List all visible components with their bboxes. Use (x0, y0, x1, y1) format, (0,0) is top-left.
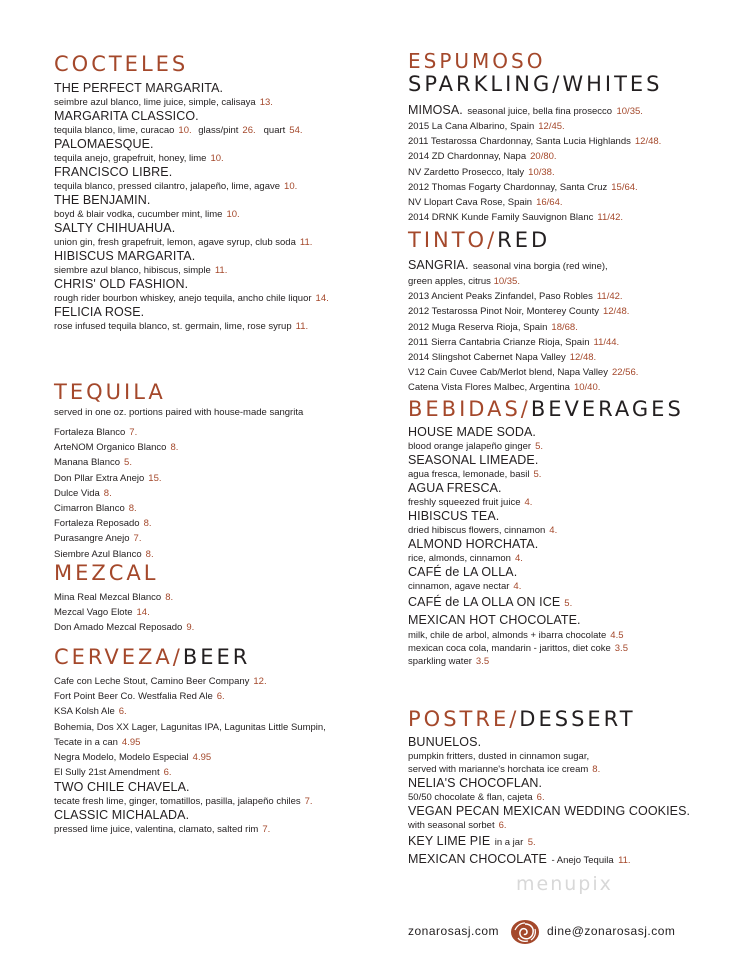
item-desc: rose infused tequila blanco, st. germain, lime, rose syrup (54, 321, 292, 332)
item-price: 12/48. (634, 136, 662, 148)
item-desc: tequila anejo, grapefruit, honey, lime (54, 153, 207, 164)
item-desc-line (54, 292, 384, 305)
item-price: 5. (533, 469, 542, 480)
item-name: Don Amado Mezcal Reposado (54, 622, 183, 634)
item-name: FRANCISCO LIBRE. (54, 165, 173, 179)
item-desc: tecate fresh lime, ginger, tomatillos, pasilla, jalapeño chiles (54, 796, 301, 808)
sparkling-whites-heading: SPARKLING/WHITES (408, 72, 663, 96)
bebidas-heading: BEBIDAS/BEVERAGES (408, 397, 684, 421)
hot-chocolate-option (408, 655, 708, 668)
item-price: 12/45. (538, 121, 565, 132)
item-desc: tequila blanco, lime, curacao (54, 125, 175, 136)
hot-chocolate-item (408, 611, 708, 629)
item-desc: 50/50 chocolate & flan, cajeta (408, 792, 533, 803)
item-name: THE PERFECT MARGARITA. (54, 81, 224, 95)
menu-item (408, 776, 708, 804)
item-price: 13. (259, 97, 273, 108)
hot-chocolate-option (408, 629, 708, 642)
item-desc-line (408, 819, 708, 832)
item-price: 10. (226, 209, 240, 220)
cafe-olla-ice-item (408, 593, 708, 611)
postre-heading: POSTRE/DESSERT (408, 707, 636, 731)
item-name: Dulce Vida (54, 487, 100, 499)
item-desc-line (54, 152, 384, 165)
item-name: CAFÉ de LA OLLA ON ICE (408, 595, 561, 609)
sangria-item (408, 256, 708, 274)
menu-item (54, 81, 384, 109)
item-desc: pumpkin fritters, dusted in cinnamon sugar, (408, 751, 590, 762)
list-item (408, 350, 708, 365)
item-price: 11. (214, 265, 228, 276)
item-desc: union gin, fresh grapefruit, lemon, agave syrup, club soda (54, 237, 296, 248)
item-name: 2014 DRNK Kunde Family Sauvignon Blanc (408, 212, 594, 224)
item-extra: glass/pint (198, 125, 239, 136)
item-name: 2012 Thomas Fogarty Chardonnay, Santa Cruz (408, 181, 608, 193)
cocteles-heading: COCTELES (54, 52, 189, 76)
item-name: El Sully 21st Amendment (54, 767, 160, 779)
menu-item (408, 481, 708, 509)
item-price: 8. (128, 503, 137, 515)
item-price: 8. (143, 518, 152, 530)
item-desc: siembre azul blanco, hibiscus, simple (54, 265, 211, 276)
item-name: THE BENJAMIN. (54, 193, 151, 207)
item-name: Don Pllar Extra Anejo (54, 472, 145, 484)
list-item (408, 335, 708, 350)
item-desc-line (54, 823, 384, 836)
item-name: Bohemia, Dos XX Lager, Lagunitas IPA, Lagunitas Little Sumpin, (54, 721, 326, 733)
list-item (408, 195, 708, 210)
item-name: Catena Vista Flores Malbec, Argentina (408, 382, 570, 394)
item-desc: tequila blanco, pressed cilantro, jalapeño, lime, agave (54, 181, 281, 192)
item-name: VEGAN PECAN MEXICAN WEDDING COOKIES. (408, 804, 691, 818)
item-price: 10. (178, 125, 192, 136)
bunuelos-item (408, 735, 708, 776)
list-item (54, 704, 384, 719)
item-name: MEXICAN CHOCOLATE (408, 852, 547, 866)
item-price: 3.5 (614, 643, 628, 654)
menu-item (54, 221, 384, 249)
list-item (408, 149, 708, 164)
item-desc: seasonal vina borgia (red wine), (473, 261, 608, 272)
item-name: Purasangre Anejo (54, 533, 130, 545)
item-name: HOUSE MADE SODA. (408, 425, 537, 439)
item-price: 11/42. (597, 212, 624, 224)
item-desc: mexican coca cola, mandarin - jarittos, diet coke (408, 643, 611, 654)
item-name: NV Zardetto Prosecco, Italy (408, 166, 525, 178)
item-desc: green apples, citrus (408, 276, 491, 287)
list-item (54, 455, 384, 470)
list-item (54, 486, 384, 501)
item-name: NELIA'S CHOCOFLAN. (408, 776, 543, 790)
item-desc: boyd & blair vodka, cucumber mint, lime (54, 209, 223, 220)
item-name: 2012 Testarossa Pinot Noir, Monterey County (408, 306, 599, 318)
tinto-section (408, 228, 708, 396)
item-price: 14. (315, 293, 329, 304)
menu-item (54, 780, 384, 808)
menu-item (54, 137, 384, 165)
item-name: ALMOND HORCHATA. (408, 537, 539, 551)
item-name: Fortaleza Reposado (54, 518, 140, 530)
item-price: 3.5 (475, 656, 490, 667)
item-desc: with seasonal sorbet (408, 820, 495, 831)
item-price: 4. (513, 581, 522, 592)
menu-item (54, 193, 384, 221)
list-item (54, 750, 384, 765)
item-desc-line (54, 180, 384, 193)
item-name: 2014 ZD Chardonnay, Napa (408, 151, 527, 163)
list-item (54, 516, 384, 531)
item-desc-line (54, 795, 384, 808)
item-price: 7. (133, 533, 142, 545)
item-price: 10. (284, 181, 298, 192)
bebidas-section (408, 397, 708, 668)
item-name: BUNUELOS. (408, 735, 482, 749)
tinto-heading: TINTO/RED (408, 228, 551, 252)
item-price: 4. (549, 525, 558, 536)
item-desc-line (408, 552, 708, 565)
item-desc-line (54, 208, 384, 221)
menu-item (408, 565, 708, 593)
item-desc-line (54, 96, 384, 109)
mezcal-heading: MEZCAL (54, 561, 159, 585)
item-name: CHRIS' OLD FASHION. (54, 277, 189, 291)
item-name: Manana Blanco (54, 457, 121, 469)
item-desc: - Anejo Tequila (551, 855, 614, 866)
item-name: Cimarron Blanco (54, 503, 125, 515)
item-name: FELICIA ROSE. (54, 305, 145, 319)
item-price: 6. (163, 767, 172, 779)
item-price: 10/35. (616, 106, 643, 117)
item-desc-line (408, 791, 708, 804)
mezcal-section (54, 561, 384, 636)
item-name: 2013 Ancient Peaks Zinfandel, Paso Robles (408, 291, 593, 303)
item-price: 11. (299, 237, 313, 248)
item-desc-line (408, 468, 708, 481)
item-name: MEXICAN HOT CHOCOLATE. (408, 613, 581, 627)
item-name: AGUA FRESCA. (408, 481, 502, 495)
item-price: 16/64. (536, 197, 563, 209)
item-name: ArteNOM Organico Blanco (54, 442, 167, 454)
item-extra-price: 54. (289, 125, 303, 136)
list-item (408, 320, 708, 335)
item-price: 12/48. (602, 306, 630, 318)
item-desc-line (408, 440, 708, 453)
item-price: 6. (498, 820, 507, 831)
list-item (408, 134, 708, 149)
item-name: TWO CHILE CHAVELA. (54, 780, 190, 795)
item-name: 2015 La Cana Albarino, Spain (408, 121, 535, 132)
tequila-section (54, 380, 384, 562)
list-item (408, 289, 708, 304)
item-name: Negra Modelo, Modelo Especial (54, 752, 189, 764)
list-item (54, 674, 384, 689)
item-desc: seimbre azul blanco, lime juice, simple, calisaya (54, 97, 256, 108)
item-desc: rice, almonds, cinnamon (408, 553, 511, 564)
list-item (54, 531, 384, 546)
key-lime-item (408, 832, 708, 850)
tequila-subtitle: served in one oz. portions paired with house-made sangrita (54, 407, 304, 418)
website-link[interactable]: zonarosasj.com (408, 924, 500, 938)
menu-item (54, 305, 384, 333)
mexican-chocolate-item (408, 850, 708, 868)
item-price: 12/48. (569, 352, 597, 364)
cocteles-section (54, 52, 384, 333)
list-item (54, 440, 384, 455)
item-name: PALOMAESQUE. (54, 137, 154, 151)
menu-item (408, 537, 708, 565)
item-price: 10/35. (493, 276, 520, 287)
hot-chocolate-option (408, 642, 708, 655)
list-item (54, 735, 384, 750)
item-desc-line (408, 524, 708, 537)
item-name: CLASSIC MICHALADA. (54, 808, 190, 823)
item-price: 6. (536, 792, 545, 803)
item-desc-line (54, 264, 384, 277)
item-name: HIBISCUS TEA. (408, 509, 500, 523)
item-price: 10. (210, 153, 224, 164)
item-name: KSA Kolsh Ale (54, 706, 115, 718)
item-price: 15. (148, 472, 162, 484)
item-price: 9. (186, 622, 195, 634)
item-desc: freshly squeezed fruit juice (408, 497, 521, 508)
item-name: Fortaleza Blanco (54, 427, 126, 438)
item-desc: milk, chile de arbol, almonds + ibarra chocolate (408, 630, 607, 641)
item-price: 10/38. (528, 166, 555, 178)
item-price: 5. (564, 598, 573, 609)
item-price: 15/64. (611, 181, 638, 193)
item-desc: sparkling water (408, 656, 472, 667)
item-extra-price: 26. (242, 125, 256, 136)
item-desc: in a jar (494, 837, 524, 848)
list-item (54, 689, 384, 704)
item-name: HIBISCUS MARGARITA. (54, 249, 196, 263)
item-name: MARGARITA CLASSICO. (54, 109, 199, 123)
rose-icon (509, 918, 541, 951)
item-price: 8. (103, 487, 112, 499)
item-price: 11. (295, 321, 309, 332)
watermark: menupix (516, 873, 613, 895)
menu-item (54, 109, 384, 137)
item-desc: pressed lime juice, valentina, clamato, salted rim (54, 824, 259, 836)
cerveza-section (54, 645, 384, 836)
item-price: 7. (304, 796, 313, 808)
item-price: 10/40. (573, 382, 601, 394)
sangria-desc-line (408, 274, 708, 289)
tequila-heading: TEQUILA (54, 380, 166, 404)
cerveza-heading: CERVEZA/BEER (54, 645, 251, 669)
item-desc: dried hibiscus flowers, cinnamon (408, 525, 546, 536)
item-desc: rough rider bourbon whiskey, anejo tequila, ancho chile liquor (54, 293, 312, 304)
item-name: V12 Cain Cuvee Cab/Merlot blend, Napa Valley (408, 367, 608, 379)
item-price: 22/56. (611, 367, 639, 379)
item-name: KEY LIME PIE (408, 834, 491, 848)
item-name: Tecate in a can (54, 736, 118, 748)
item-name: 2014 Slingshot Cabernet Napa Valley (408, 352, 566, 364)
list-item (54, 590, 384, 605)
espumoso-section (408, 50, 708, 225)
item-desc-line (54, 236, 384, 249)
menu-item (408, 509, 708, 537)
item-price: 4. (514, 553, 523, 564)
menu-item (408, 425, 708, 453)
item-name: Mina Real Mezcal Blanco (54, 592, 162, 603)
list-item (54, 765, 384, 780)
item-name: SALTY CHIHUAHUA. (54, 221, 176, 235)
item-name: Siembre Azul Blanco (54, 548, 142, 560)
item-price: 5. (535, 441, 544, 452)
list-item (408, 165, 708, 180)
item-name: SEASONAL LIMEADE. (408, 453, 539, 467)
list-item (54, 425, 384, 440)
list-item (408, 365, 708, 380)
item-price: 18/68. (551, 321, 578, 333)
item-price: 11/44. (593, 336, 620, 348)
item-name: CAFÉ de LA OLLA. (408, 565, 518, 579)
item-price: 5. (527, 837, 536, 848)
list-item (54, 620, 384, 635)
item-desc: seasonal juice, bella fina prosecco (467, 106, 613, 117)
menu-item (54, 249, 384, 277)
list-item (54, 720, 384, 735)
item-price: 4.95 (192, 752, 212, 764)
footer (408, 920, 708, 944)
mimosa-item (408, 101, 708, 119)
email-link[interactable]: dine@zonarosasj.com (547, 924, 676, 938)
item-price: 20/80. (530, 151, 557, 163)
item-name: SANGRIA. (408, 258, 469, 272)
item-price: 7. (262, 824, 271, 836)
item-price: 14. (136, 607, 150, 619)
item-price: 4.95 (121, 736, 141, 748)
item-price: 8. (170, 442, 179, 454)
item-desc: agua fresca, lemonade, basil (408, 469, 530, 480)
list-item (408, 119, 708, 134)
list-item (408, 380, 708, 395)
item-price: 6. (216, 691, 225, 703)
menu-item (54, 277, 384, 305)
item-price: 8. (145, 548, 154, 560)
item-name: Mezcal Vago Elote (54, 607, 133, 619)
item-name: 2011 Sierra Cantabria Crianze Rioja, Spain (408, 336, 590, 348)
item-price: 11/42. (596, 291, 623, 303)
list-item (408, 304, 708, 319)
item-price: 4.5 (610, 630, 624, 641)
espumoso-heading: ESPUMOSO (408, 49, 546, 73)
list-item (408, 180, 708, 195)
item-desc-line (408, 496, 708, 509)
list-item (54, 605, 384, 620)
item-extra: quart (263, 125, 286, 136)
menu-item (54, 808, 384, 836)
menu-item (54, 165, 384, 193)
list-item (408, 210, 708, 225)
item-name: 2012 Muga Reserva Rioja, Spain (408, 321, 548, 333)
list-item (54, 501, 384, 516)
item-name: MIMOSA. (408, 103, 463, 117)
postre-section (408, 707, 708, 868)
item-desc-line (54, 320, 384, 333)
item-price: 8. (165, 592, 174, 603)
menu-item (408, 804, 708, 832)
item-desc: cinnamon, agave nectar (408, 581, 510, 592)
item-desc-line (54, 124, 384, 137)
list-item (54, 471, 384, 486)
item-desc-2: served with marianne's horchata ice cream 8. (408, 764, 601, 775)
item-name: Fort Point Beer Co. Westfalia Red Ale (54, 691, 213, 703)
item-price: 5. (124, 457, 132, 469)
list-item (54, 547, 384, 562)
item-price: 12. (253, 676, 267, 687)
item-desc: blood orange jalapeño ginger (408, 441, 532, 452)
item-price: 7. (129, 427, 138, 438)
item-name: NV Llopart Cava Rose, Spain (408, 197, 533, 209)
item-price: 4. (524, 497, 533, 508)
item-desc-line (408, 580, 708, 593)
menu-item (408, 453, 708, 481)
item-price: 8. (592, 764, 601, 775)
item-name: Cafe con Leche Stout, Camino Beer Company (54, 676, 250, 687)
item-price: 11. (618, 855, 631, 866)
item-price: 6. (118, 706, 127, 718)
item-name: 2011 Testarossa Chardonnay, Santa Lucia Highlands (408, 136, 631, 148)
